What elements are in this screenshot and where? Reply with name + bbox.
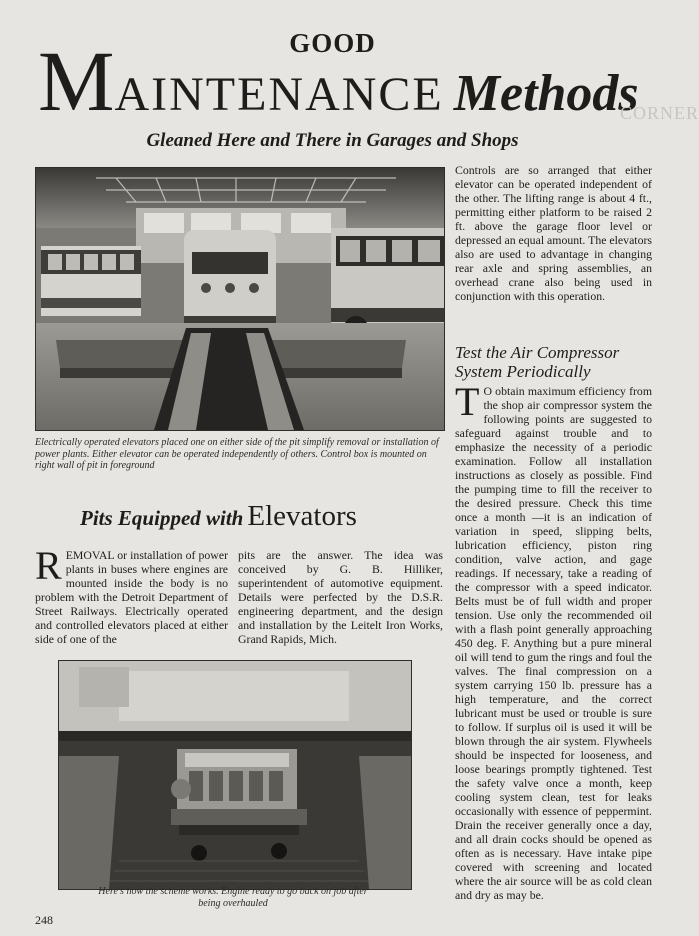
- page-subtitle: Gleaned Here and There in Garages and Shops: [146, 130, 519, 151]
- pits-column-1: [35, 543, 228, 646]
- title-initial: M: [38, 33, 115, 129]
- pits-dropcap: R: [35, 543, 62, 588]
- engine-illustration: [59, 661, 411, 889]
- photo1-caption: Electrically operated elevators placed one on either side of the pit simplify removal or installation of power plants. Either elevator can be operated independently of others. Control box is mounted on right wall of pit in foreground: [35, 437, 439, 471]
- page-title: [38, 33, 639, 129]
- headline-good: GOOD: [289, 28, 376, 58]
- pits-col1-text: EMOVAL or installation of power plants in buses where engines are mounted inside the body is no problem with the Detroit Department of Street Railways. Electrically operated and controlled elevators placed at either side of one of the: [35, 548, 228, 646]
- garage-elevator-illustration: [36, 168, 444, 430]
- page-number: 248: [35, 913, 53, 927]
- ghost-text: CORNER: [620, 103, 699, 123]
- air-compressor-heading: [455, 343, 665, 381]
- right-column-paragraph: Controls are so arranged that either elevator can be operated independent of the other. The lifting range is about 4 ft., permitting either platform to be raised 2 ft. above the garage floor level or depressed an equal amount. The elevators also are used to advantage in changing rear axle and spring assemblies, an overhead crane also being used in conjunction with this operation.: [455, 163, 652, 303]
- title-methods: Methods: [453, 65, 639, 122]
- pits-column-2: [238, 548, 443, 646]
- pits-heading-big: Elevators: [247, 500, 357, 532]
- title-word: AINTENANCE: [114, 68, 444, 121]
- pits-heading-italic: Pits Equipped with: [80, 506, 244, 530]
- air-heading-line-2: System Periodically: [455, 362, 591, 381]
- air-compressor-body: [455, 379, 652, 902]
- photo2-caption: Here's how the scheme works. Engine ready to go back on job after being overhauled: [98, 886, 368, 909]
- garage-elevator-photo: [35, 167, 445, 431]
- pits-section-heading: [80, 500, 357, 533]
- air-dropcap: T: [455, 379, 480, 424]
- air-heading-line-1: Test the Air Compressor: [455, 343, 620, 362]
- air-body-text: O obtain maximum efficiency from the shop air compressor system the following points are suggested to safeguard against trouble and to emphasize the necessity of a periodic examination. Follow all installation instructions as closely as possible. Find the pumping time to fill the receiver to the desired pressure. Check this time once a month —it is an indication of variation in speed, slipping belts, lubrication efficiency, piston ring condition, valve action, and gage readings. If necessary, take a reading of the compressor with a speed indicator. Belts must be of full width and proper tension. Use only the recommended oil with a flash point generally approaching 450 deg. F. Anything but a pure mineral oil will tend to gum the rings and foul the valves. The final compression on a system carrying 150 lb. pressure has a high temperature, and the correct lubricant must be used or trouble is sure to follow. If surplus oil is used it will be blown through the air system. Flywheels should be inspected for looseness, and loose bearings promptly tightened. Test the safety valve once a month, keep cooling system clean, test for leaks occasionally with essence of peppermint. Drain the receiver generally once a day, and all drain cocks should be opened as often as is necessary. Have intake pipe covered with screening and located where the air source will be as cold clean and dry as may be.: [455, 384, 652, 902]
- engine-in-pit-photo: [58, 660, 412, 890]
- pits-col2-text: pits are the answer. The idea was conceived by G. B. Hilliker, superintendent of automotive equipment. Details were perfected by the D.S.R. engineering department, and the design and installation by the Leitelt Iron Works, Grand Rapids, Mich.: [238, 548, 443, 646]
